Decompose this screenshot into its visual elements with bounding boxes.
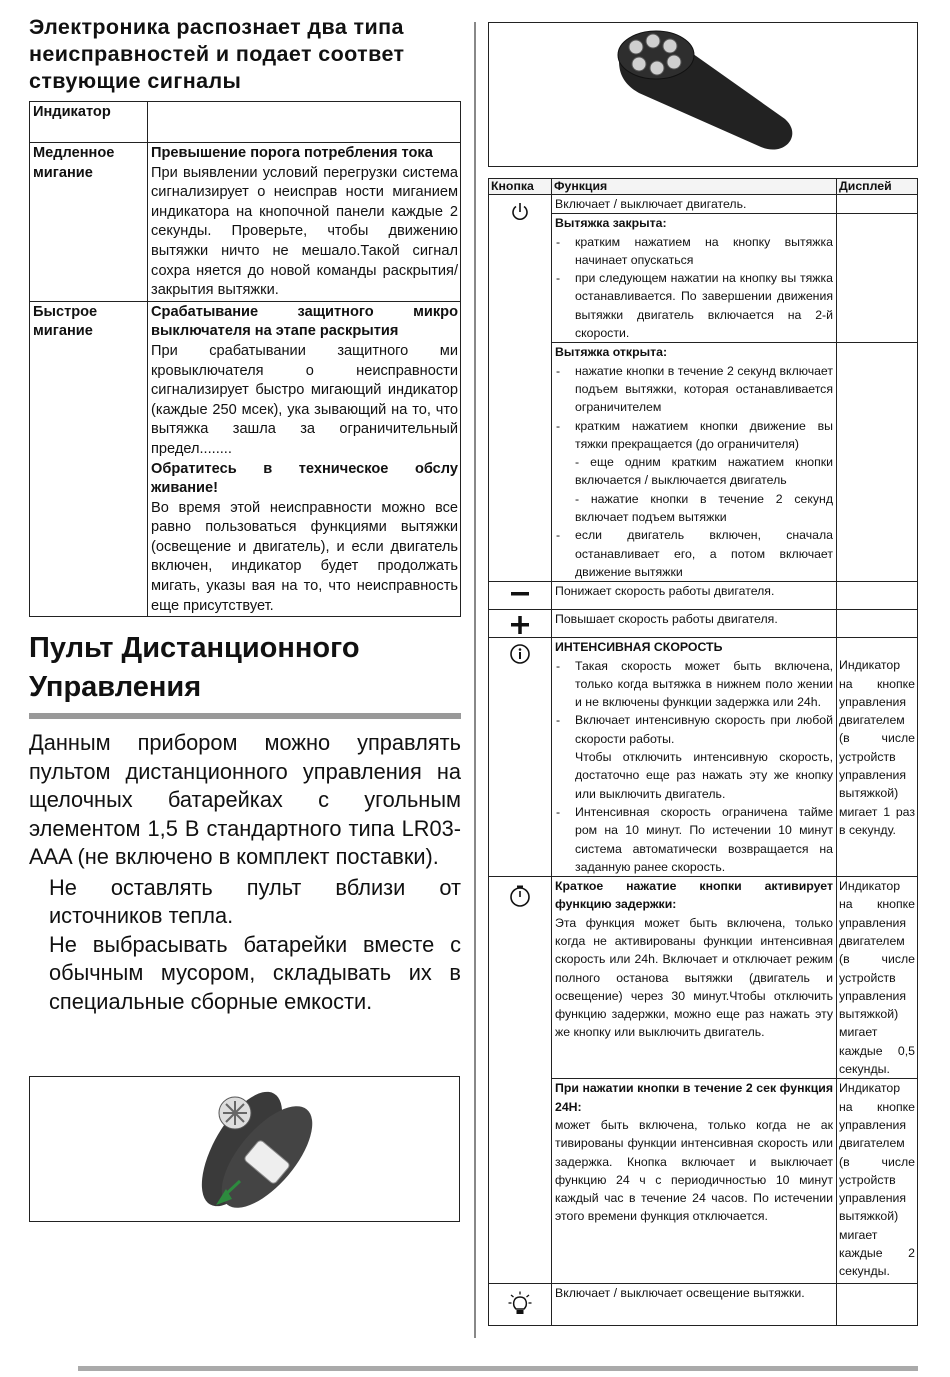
indicator-slow: Медленное мигание: [30, 143, 148, 302]
row-text-2: Во время этой неисправности можно все равно пользоваться функциями вытяжки (освещение и двигатель), и если двигатель включен, индикатор будет продолжать мигать, указы вая на то, что неисправность еще присутствует.: [151, 499, 458, 614]
table-header-row: [489, 179, 918, 195]
warning-batteries: Не выбрасывать батарейки вместе с обычным мусором, складывать их в специальные сборные емкости.: [49, 931, 461, 1014]
closed-title: Вытяжка закрыта:: [555, 216, 667, 231]
remote-battery-illustration: [30, 1077, 459, 1221]
minus-text: Понижает скорость работы двигателя.: [552, 582, 837, 610]
remote-control-illustration: [489, 23, 917, 166]
power-intro: Включает / выключает двигатель.: [552, 195, 837, 214]
intensive-note: Чтобы отключить интенсивную скорость, достаточно еще раз нажать эту же кнопку или выключить двигатель.: [575, 750, 833, 801]
service-warning: Обратитесь в техническое обслу живание!: [151, 460, 458, 497]
left-column: [29, 14, 461, 1016]
table-row: [489, 610, 918, 638]
footer-rule: [78, 1366, 918, 1371]
delay-display: Индикатор на кнопке управления двигателем (в числе устройств управления вытяжкой) мигает каждые 0,5 секунды.: [837, 877, 918, 1079]
info-icon[interactable]: [509, 643, 531, 665]
light-text: Включает / выключает освещение вытяжки.: [552, 1284, 837, 1326]
list-item: - если двигатель включен, сначала останавливает его, а потом включает движение вытяжки: [555, 526, 833, 581]
remote-title: Пульт Дистанционного Управления: [29, 629, 461, 719]
header-function: Функция: [552, 179, 837, 195]
minus-icon[interactable]: [509, 587, 531, 601]
list-item: - Такая скорость может быть включена, только когда вытяжка в нижнем поло жении и не включены функции задержка или 24h.: [555, 657, 833, 712]
table-row: [489, 638, 918, 877]
table-row: [30, 102, 461, 143]
list-subitem: - еще одним кратким нажатием кнопки включается / выключается двигатель: [575, 455, 833, 488]
delay-title: Краткое нажатие кнопки активирует функцию задержки:: [555, 879, 833, 912]
table-row: [30, 143, 461, 302]
row-text: При срабатывании защитного ми кровыключателя о неисправности сигнализирует быстро мигающий индикатор (каждые 250 мсек), ука зывающий на то, что вытяжка зашла за ограничительный предел........: [151, 342, 458, 457]
remote-function-table: [488, 178, 918, 1326]
column-divider: [474, 22, 476, 1338]
faults-heading: Электроника распознает два типа неисправностей и подает соответ ствующие сигналы: [29, 15, 405, 93]
table-row: [489, 1284, 918, 1326]
table-row: [489, 582, 918, 610]
indicator-header: Индикатор: [30, 102, 148, 143]
intensive-title: ИНТЕНСИВНАЯ СКОРОСТЬ: [555, 640, 723, 655]
header-button: Кнопка: [489, 179, 552, 195]
row-title: Превышение порога потребления тока: [151, 145, 433, 161]
header-display: Дисплей: [837, 179, 918, 195]
plus-icon[interactable]: [509, 614, 531, 636]
delay-text: Эта функция может быть включена, только когда не активированы функции интенсивная скорость или 24h. Включает и отключает режим полного останова вытяжки (двигатель и освещение) через 30 минут.Чтобы отключить функцию задержки, можно еще раз нажать эту же кнопку или выключить двигатель.: [555, 915, 833, 1040]
h24-display: Индикатор на кнопке управления двигателем (в числе устройств управления вытяжкой) мигает каждые 2 секунды.: [837, 1079, 918, 1284]
h24-text: может быть включена, только когда не ак тивированы функции интенсивная скорость или задержка. Кнопка включает и выключает функцию 24 ч с периодичностью 10 минут каждый час в течение 24 часов. По истечении этого времени функция отключается.: [555, 1117, 833, 1224]
row-title: Срабатывание защитного микро выключателя на этапе раскрытия: [151, 303, 458, 340]
list-subitem: - нажатие кнопки в течение 2 секунд включает подъем вытяжки: [575, 491, 833, 525]
battery-figure: [29, 1076, 460, 1222]
remote-paragraph: Данным прибором можно управлять пультом дистанционного управления на щелочных батарейках с угольным элементом 1,5 В стандартного типа LR03-AAA (не включено в комплект поставки).: [29, 730, 461, 870]
list-item: - Интенсивная скорость ограничена тайме ром на 10 минут. По истечении 10 минут система автоматически возвращается на заданную ранее скорость.: [555, 803, 833, 876]
light-icon[interactable]: [508, 1291, 532, 1317]
open-title: Вытяжка открыта:: [555, 345, 668, 360]
table-row: [489, 343, 918, 582]
list-item: - при следующем нажатии на кнопку вы тяжка останавливается. По завершении движения вытяжки двигатель включается на 2-й скорости.: [555, 269, 833, 342]
power-icon[interactable]: [510, 202, 530, 222]
warning-heat: Не оставлять пульт вблизи от источников тепла.: [49, 874, 461, 929]
table-row: [30, 301, 461, 617]
indicator-table: [29, 101, 461, 617]
table-row: [489, 877, 918, 1079]
list-item: - кратким нажатием на кнопку вытяжка начинает опускаться: [555, 233, 833, 270]
table-row: [489, 195, 918, 214]
list-item: - кратким нажатием кнопки движение вы тяжки прекращается (до ограничителя): [555, 417, 833, 454]
list-item: - Включает интенсивную скорость при любой скорости работы.: [555, 711, 833, 748]
row-text: При выявлении условий перегрузки система сигнализирует о неисправ ности миганием индикатора на кнопочной панели каждые 2 секунды. Проверьте, чтобы движению вытяжки ничто не мешало.Такой сигнал сохра няется до новой команды раскрытия/ закрытия вытяжки.: [151, 164, 458, 299]
table-row: [489, 214, 918, 343]
indicator-fast: Быстрое мигание: [30, 301, 148, 617]
table-row: [489, 1079, 918, 1284]
plus-text: Повышает скорость работы двигателя.: [552, 610, 837, 638]
intensive-display: Индикатор на кнопке управления двигателем (в числе устройств управления вытяжкой) мигает 1 раз в секунду.: [837, 638, 918, 877]
remote-figure: [488, 22, 918, 167]
list-item: - нажатие кнопки в течение 2 секунд включает подъем вытяжки, которая останавливается ограничителем: [555, 362, 833, 417]
h24-title: При нажатии кнопки в течение 2 сек функция 24H:: [555, 1081, 833, 1114]
timer-icon[interactable]: [508, 884, 532, 908]
